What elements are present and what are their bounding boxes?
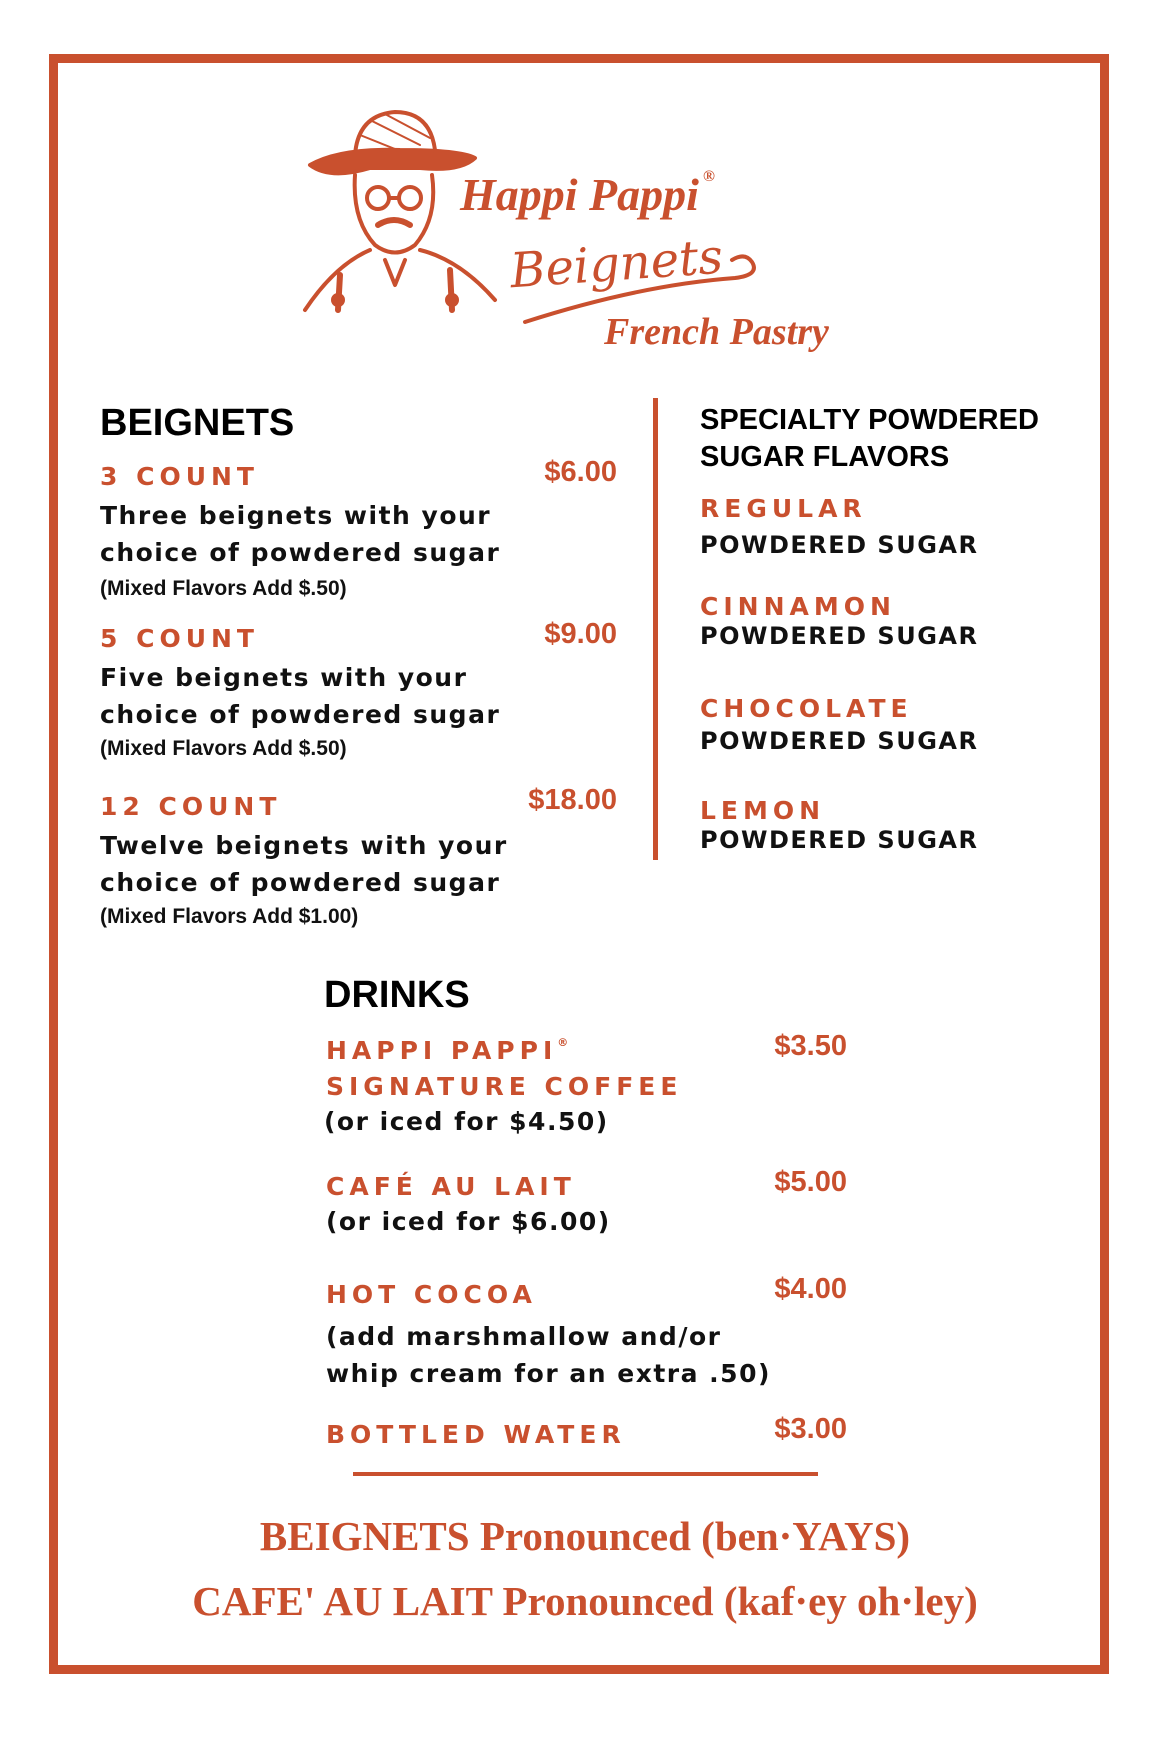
brand-name: Happi Pappi ® [460,168,715,220]
beignets-item-3-desc-line2: choice of powdered sugar [100,538,501,567]
flavor-cinnamon-name: CINNAMON [700,592,896,621]
beignets-item-5-note: (Mixed Flavors Add $.50) [100,737,347,760]
footer-pronunciation-beignets: BEIGNETS Pronounced (ben·YAYS) [259,1513,911,1559]
flavor-cinnamon-sub: POWDERED SUGAR [700,622,979,650]
specialty-heading-line2: SUGAR FLAVORS [700,441,950,473]
drink-coffee-price: $3.50 [774,1030,847,1062]
drink-cocoa-note-line2: whip cream for an extra .50) [326,1359,771,1388]
flavor-regular-name: REGULAR [700,494,867,523]
beignets-item-5-name: 5 COUNT [100,624,259,653]
beignets-item-5-price: $9.00 [544,618,617,650]
brand-tagline: French Pastry [604,311,829,353]
drink-cocoa-note-line1: (add marshmallow and/or [326,1322,722,1351]
beignets-item-12-price: $18.00 [528,784,617,816]
beignets-item-5-desc-line1: Five beignets with your [100,663,468,692]
beignets-item-12-name: 12 COUNT [100,792,282,821]
footer-divider [353,1472,818,1476]
beignets-item-12-note: (Mixed Flavors Add $1.00) [100,905,359,928]
drink-cocoa-name: HOT COCOA [326,1280,537,1309]
column-divider [653,398,658,860]
brand-subtitle: Beignets [508,228,725,300]
flavor-regular-sub: POWDERED SUGAR [700,531,979,559]
specialty-heading-line1: SPECIALTY POWDERED [700,404,1039,436]
beignets-item-12-desc-line1: Twelve beignets with your [100,831,508,860]
drink-cocoa-price: $4.00 [774,1273,847,1305]
flavor-chocolate-name: CHOCOLATE [700,694,913,723]
drink-coffee-name-line1: HAPPI PAPPI® [326,1036,569,1065]
drink-coffee-registered-mark: ® [557,1036,569,1049]
drink-coffee-name-line2: SIGNATURE COFFEE [326,1072,683,1101]
drink-coffee-note: (or iced for $4.50) [324,1107,609,1136]
beignets-heading: BEIGNETS [100,402,295,444]
flavor-lemon-sub: POWDERED SUGAR [700,826,979,854]
drink-cafe-price: $5.00 [774,1166,847,1198]
footer-pronunciation-cafe: CAFE' AU LAIT Pronounced (kaf·ey oh·ley) [192,1578,978,1624]
beignets-item-3-desc-line1: Three beignets with your [100,501,492,530]
flavor-lemon-name: LEMON [700,796,826,825]
drinks-heading: DRINKS [324,974,470,1016]
flavor-chocolate-sub: POWDERED SUGAR [700,727,979,755]
registered-mark: ® [702,168,715,185]
beignets-item-12-desc-line2: choice of powdered sugar [100,868,501,897]
drink-water-price: $3.00 [774,1413,847,1445]
beignets-item-5-desc-line2: choice of powdered sugar [100,700,501,729]
beignets-item-3-name: 3 COUNT [100,462,259,491]
drink-cafe-name: CAFÉ AU LAIT [326,1172,576,1201]
drink-cafe-note: (or iced for $6.00) [326,1207,611,1236]
beignets-item-3-note: (Mixed Flavors Add $.50) [100,577,347,600]
beignets-item-3-price: $6.00 [544,456,617,488]
drink-water-name: BOTTLED WATER [326,1420,626,1449]
